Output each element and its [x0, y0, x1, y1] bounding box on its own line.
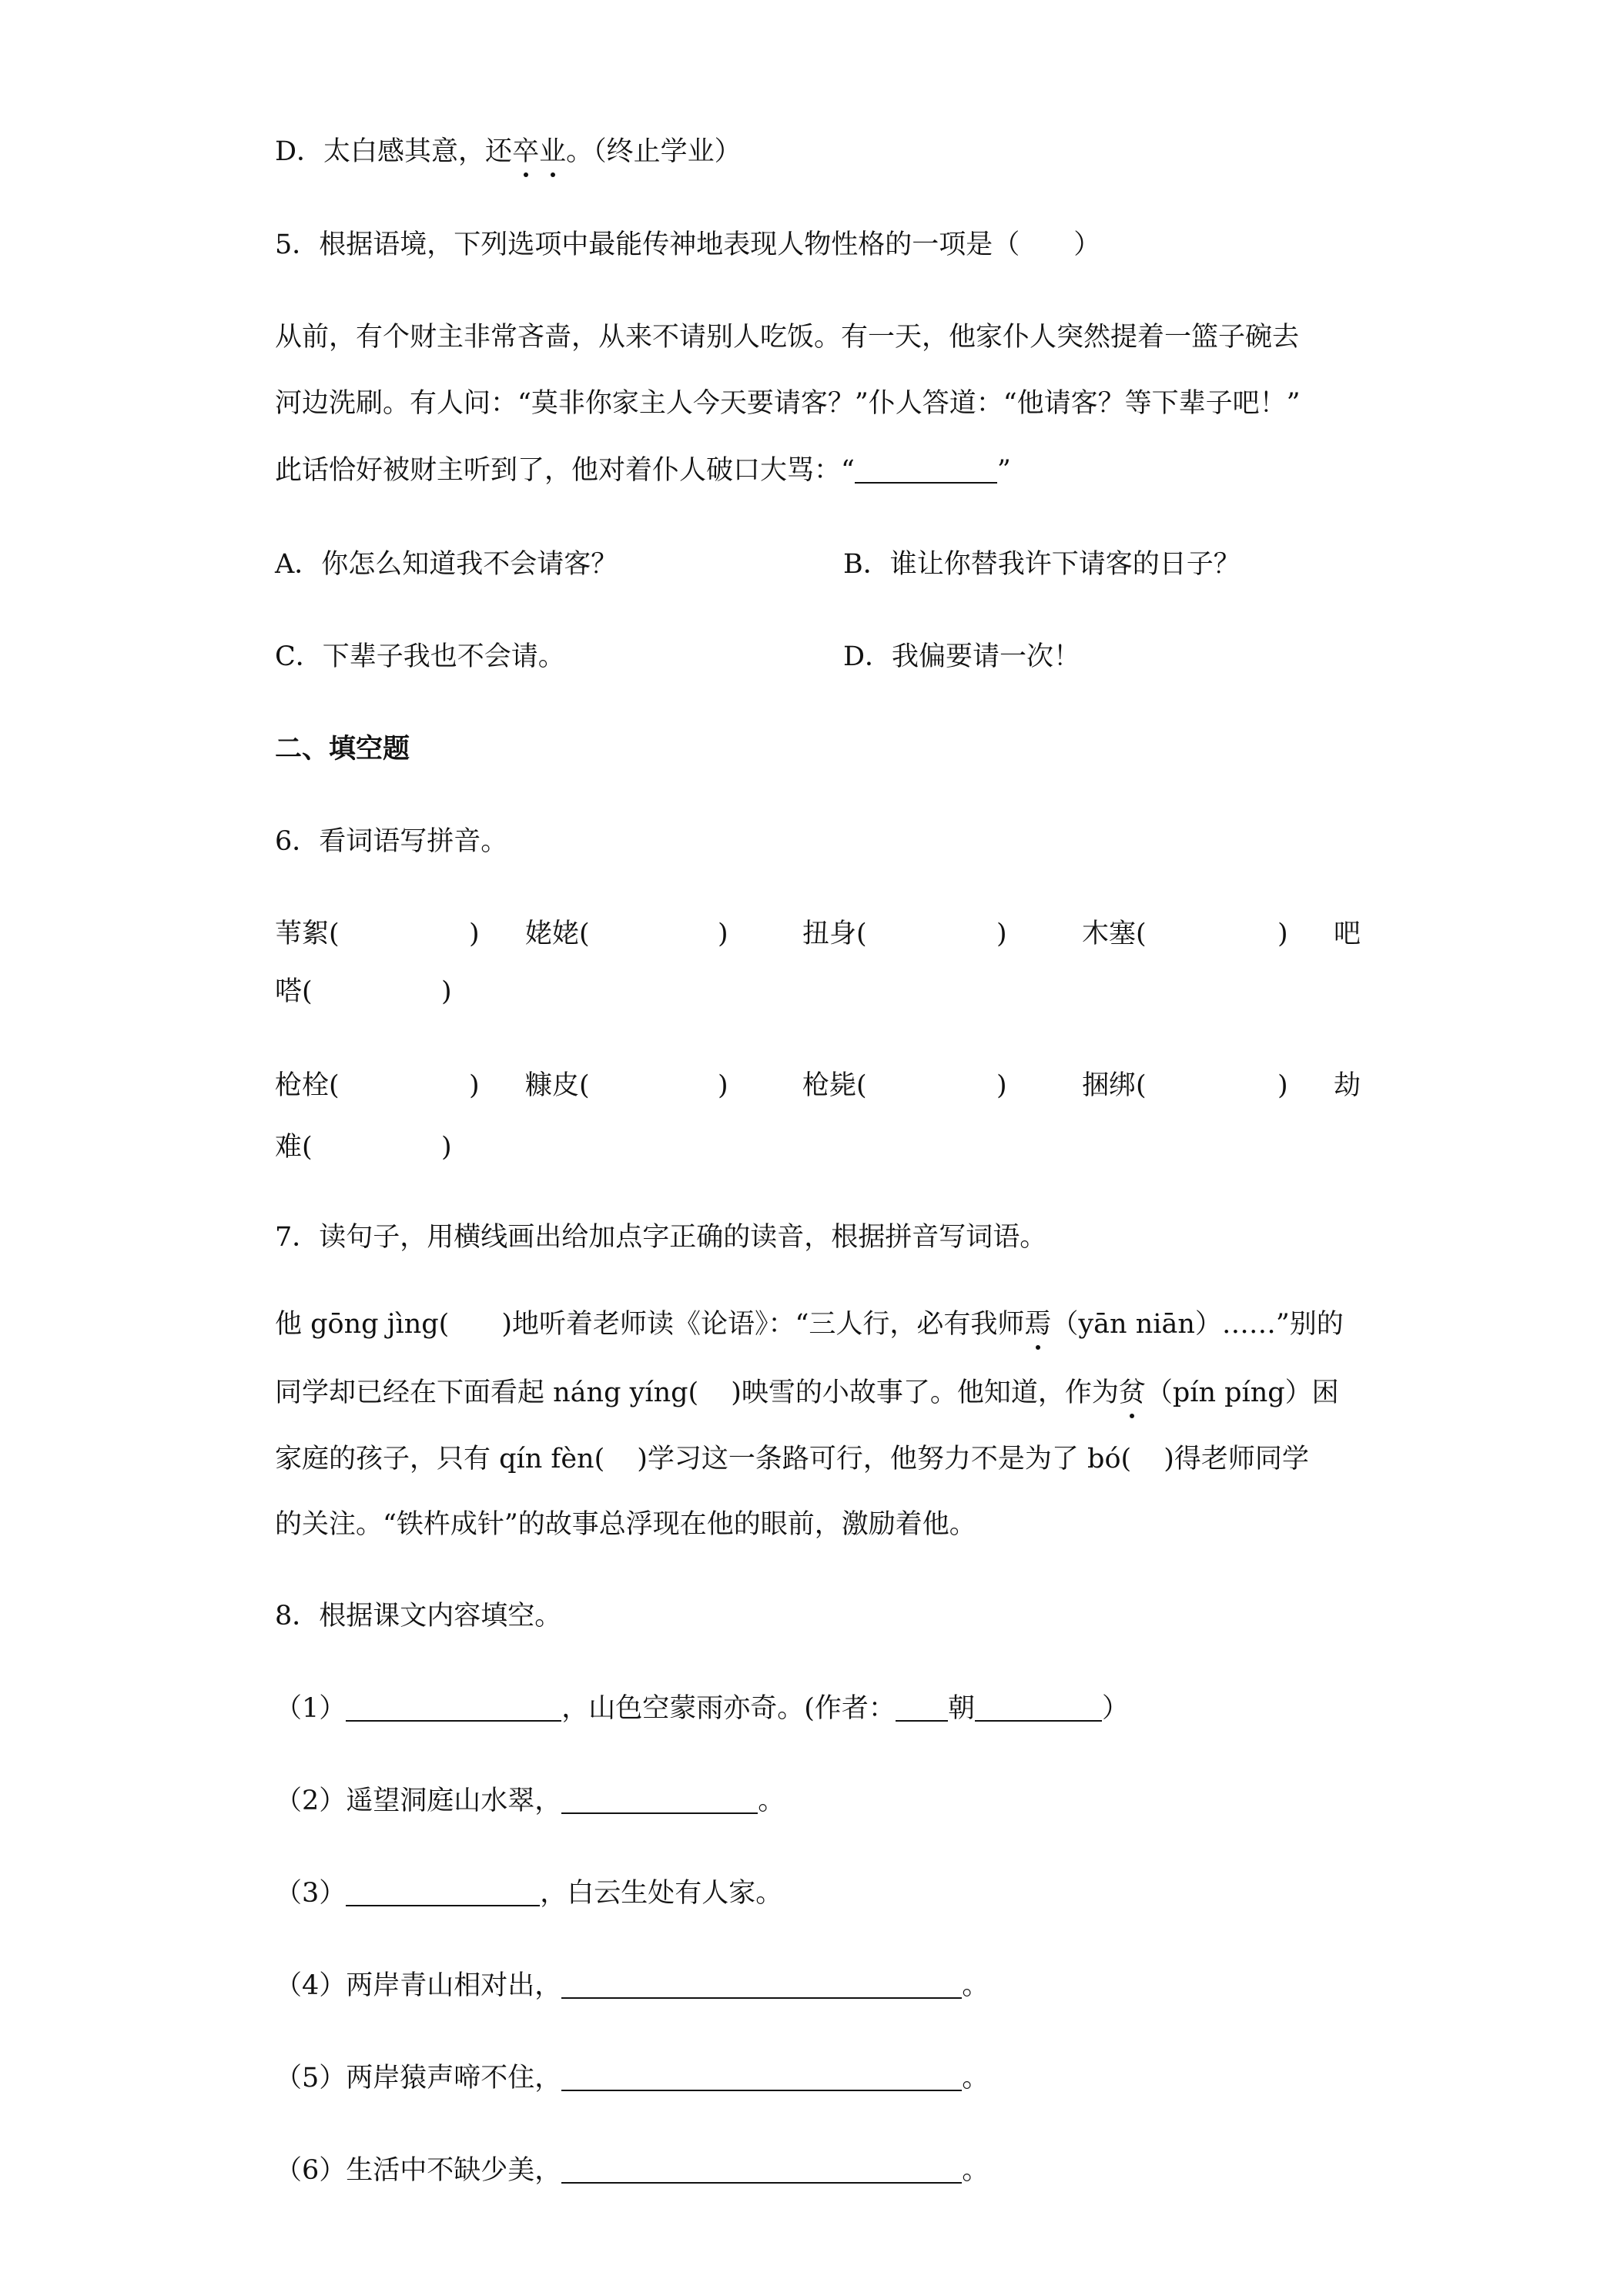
q6-paren-close: ): [1277, 919, 1288, 949]
q8-answer-blank[interactable]: [346, 1877, 540, 1906]
q6-word: 嗒(: [275, 976, 313, 1007]
q6-word: 苇絮(: [275, 919, 340, 949]
q6-word: 扭身(: [802, 919, 867, 949]
q6-row-1: [275, 915, 1361, 953]
q7-stem: 7．读句子，用横线画出给加点字正确的读音，根据拼音写词语。: [275, 1222, 1047, 1253]
q5-passage-line-2: 河边洗刷。有人问：“莫非你家主人今天要请客？”仆人答道：“他请客？等下辈子吧！”: [275, 388, 1301, 419]
q8-author-blank[interactable]: [975, 1692, 1102, 1722]
q8-text: （2）遥望洞庭山水翠，: [275, 1786, 562, 1816]
q5-stem: 5．根据语境，下列选项中最能传神地表现人物性格的一项是（ ）: [275, 229, 1101, 260]
q5-passage-line-3-suffix: ”: [996, 455, 1011, 486]
q7-passage-line-4: 的关注。“铁杵成针”的故事总浮现在他的眼前，激励着他。: [275, 1509, 976, 1540]
q5-option-c: C．下辈子我也不会请。: [275, 641, 565, 672]
section-heading-fill-blank: 二、填空题: [275, 733, 410, 765]
q8-text: 。: [758, 1786, 785, 1816]
q8-text: （4）两岸青山相对出，: [275, 1970, 562, 2001]
q7-text: )地听着老师读《论语》：“三人行，必有我师: [501, 1309, 1025, 1340]
q5-option-b: B．谁让你替我许下请客的日子？: [843, 549, 1241, 580]
q6-word: 难(: [275, 1132, 313, 1163]
q6-word: 糠皮(: [525, 1070, 590, 1101]
q7-text: )学习这一条路可行，他努力不是为了 bó(: [637, 1444, 1132, 1474]
q6-word: 木塞(: [1082, 919, 1147, 949]
q4-option-d-prefix: D．太白感其意，还: [275, 136, 513, 167]
q8-text: ，白云生处有人家。: [540, 1878, 783, 1909]
q6-row-1-wrap: [275, 972, 583, 1011]
q6-row-2-wrap: [275, 1128, 583, 1166]
q6-paren-close: ): [996, 919, 1007, 949]
q8-text: 。: [962, 2155, 989, 2186]
q7-text: )映雪的小故事了。他知道，作为: [731, 1377, 1119, 1408]
q8-text: 。: [962, 1970, 989, 2001]
q8-answer-blank[interactable]: [561, 2062, 962, 2091]
q8-text: 。: [962, 2063, 989, 2094]
q7-dotted-char: 贫: [1119, 1374, 1146, 1412]
q8-text: ）: [1101, 1693, 1129, 1724]
q6-paren-close: ): [469, 919, 480, 949]
q8-answer-blank[interactable]: [561, 1970, 962, 1999]
q5-passage-line-3-prefix: 此话恰好被财主听到了，他对着仆人破口大骂：“: [275, 455, 855, 486]
q6-word: 枪栓(: [275, 1070, 340, 1101]
q7-passage-line-2: [275, 1374, 1339, 1412]
q6-word: 枪毙(: [802, 1070, 867, 1101]
q6-paren-close: ): [718, 919, 728, 949]
q5-option-d: D．我偏要请一次！: [843, 641, 1081, 672]
q8-answer-blank[interactable]: [346, 1692, 561, 1722]
q8-text: （6）生活中不缺少美，: [275, 2155, 562, 2186]
q7-text: （yān niān）……”别的: [1051, 1309, 1344, 1340]
q4-option-d-suffix: 。（终止学业）: [566, 136, 742, 167]
q6-word: 劫: [1334, 1070, 1361, 1101]
q7-passage-line-1: [275, 1305, 1344, 1344]
q6-stem: 6．看词语写拼音。: [275, 826, 508, 857]
q8-item-2: [275, 1782, 785, 1820]
q8-item-number: （1）: [275, 1693, 347, 1724]
q7-text: 家庭的孩子，只有 qín fèn(: [275, 1444, 605, 1474]
q4-dotted-char-1: 卒: [512, 132, 539, 171]
q6-paren-close: ): [1277, 1070, 1288, 1101]
q6-paren-close: ): [718, 1070, 728, 1101]
q8-text: （5）两岸猿声啼不住，: [275, 2063, 562, 2094]
q5-passage-line-1: 从前，有个财主非常吝啬，从来不请别人吃饭。有一天，他家仆人突然提着一篮子碗去: [275, 322, 1300, 353]
q7-text: 同学却已经在下面看起 náng yíng(: [275, 1377, 699, 1408]
q4-dotted-char-2: 业: [539, 132, 566, 171]
q6-word: 姥姥(: [525, 919, 590, 949]
q6-paren-close: ): [469, 1070, 480, 1101]
q8-text: 朝: [947, 1693, 975, 1724]
q5-option-a: A．你怎么知道我不会请客？: [275, 549, 618, 580]
q7-passage-line-3: [275, 1440, 1309, 1478]
q8-item-1: [275, 1689, 1129, 1728]
q6-paren-close: ): [441, 1132, 452, 1163]
q7-dotted-char: 焉: [1024, 1305, 1051, 1344]
q8-dynasty-blank[interactable]: [896, 1692, 948, 1722]
q8-stem: 8．根据课文内容填空。: [275, 1601, 562, 1632]
q8-answer-blank[interactable]: [561, 2154, 962, 2184]
q8-item-4: [275, 1966, 989, 2005]
q8-item-6: [275, 2151, 989, 2190]
q6-word: 捆绑(: [1082, 1070, 1147, 1101]
q7-text: 他 gōng jìng(: [275, 1309, 450, 1340]
q4-option-d: [275, 132, 742, 171]
q7-text: )得老师同学: [1164, 1444, 1309, 1474]
q6-row-2: [275, 1066, 1361, 1105]
q6-paren-close: ): [441, 976, 452, 1007]
q6-paren-close: ): [996, 1070, 1007, 1101]
q8-item-number: （3）: [275, 1878, 347, 1909]
q7-text: （pín píng）困: [1145, 1377, 1339, 1408]
q5-passage-line-3: [275, 451, 1011, 490]
q6-word: 吧: [1334, 919, 1361, 949]
q5-answer-blank[interactable]: [855, 454, 997, 484]
q8-item-5: [275, 2059, 989, 2097]
q8-item-3: [275, 1874, 782, 1913]
q8-text: ，山色空蒙雨亦奇。(作者：: [561, 1693, 896, 1724]
q8-answer-blank[interactable]: [561, 1785, 758, 1814]
